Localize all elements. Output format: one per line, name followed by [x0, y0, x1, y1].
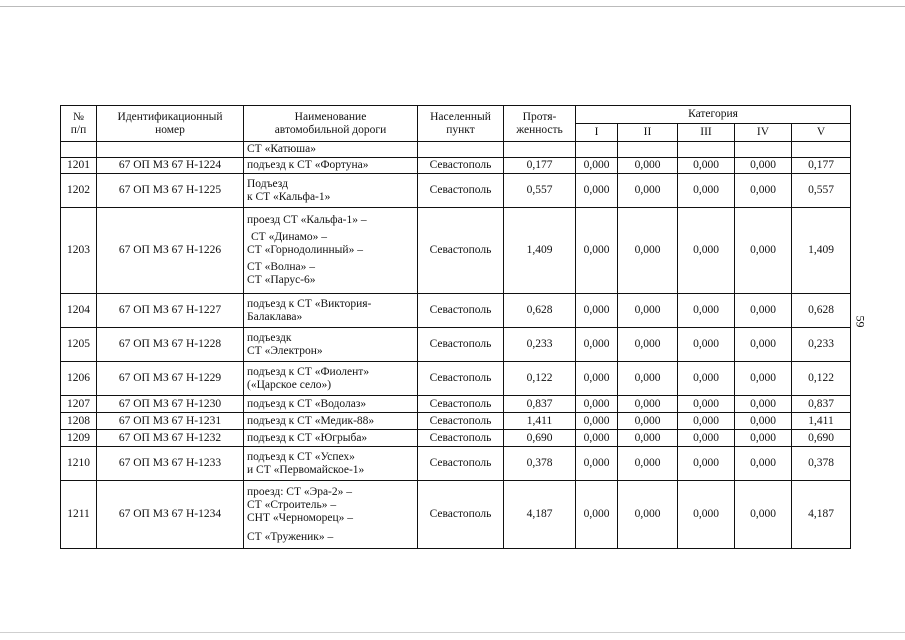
row-category-2: 0,000 [618, 174, 678, 208]
row-id: 67 ОП МЗ 67 Н-1232 [97, 430, 244, 447]
row-category-4: 0,000 [735, 174, 792, 208]
row-category-1: 0,000 [576, 430, 618, 447]
row-road-name [244, 430, 418, 447]
row-category-4: 0,000 [735, 413, 792, 430]
table-row [61, 174, 851, 208]
road-name-line: к СТ «Кальфа-1» [247, 190, 331, 203]
row-category-4: 0,000 [735, 328, 792, 362]
row-category-5: 4,187 [792, 481, 851, 549]
row-category-1: 0,000 [576, 208, 618, 294]
row-category-4: 0,000 [735, 158, 792, 174]
header-name: Наименование автомобильной дороги [244, 106, 418, 142]
road-name-line: проезд: СТ «Эра-2» – [247, 485, 353, 498]
row-id: 67 ОП МЗ 67 Н-1229 [97, 362, 244, 396]
road-name-line: СТ «Строитель» – [247, 498, 337, 511]
header-cat-4: IV [735, 124, 792, 142]
row-category-1: 0,000 [576, 447, 618, 481]
row-length: 0,628 [504, 294, 576, 328]
row-category-3: 0,000 [678, 362, 735, 396]
roads-table [60, 105, 851, 549]
row-category-5: 0,837 [792, 396, 851, 413]
row-category-2: 0,000 [618, 208, 678, 294]
row-id: 67 ОП МЗ 67 Н-1227 [97, 294, 244, 328]
row-num: 1201 [61, 158, 97, 174]
road-name-line: Балаклава» [247, 310, 303, 323]
row-category-1: 0,000 [576, 294, 618, 328]
row-road-name [244, 447, 418, 481]
row-category-3: 0,000 [678, 328, 735, 362]
row-road-name [244, 328, 418, 362]
row-num: 1206 [61, 362, 97, 396]
row-id: 67 ОП МЗ 67 Н-1228 [97, 328, 244, 362]
scan-bottom-line [0, 632, 905, 633]
row-id: 67 ОП МЗ 67 Н-1225 [97, 174, 244, 208]
row-category-3: 0,000 [678, 413, 735, 430]
row-category-3: 0,000 [678, 208, 735, 294]
row-category-1: 0,000 [576, 413, 618, 430]
table-row [61, 447, 851, 481]
row-settlement: Севастополь [418, 208, 504, 294]
header-cat-1: I [576, 124, 618, 142]
row-category-3: 0,000 [678, 430, 735, 447]
row-num: 1202 [61, 174, 97, 208]
row-id: 67 ОП МЗ 67 Н-1231 [97, 413, 244, 430]
row-road-name [244, 413, 418, 430]
road-name-line: проезд СТ «Кальфа-1» – [247, 214, 367, 226]
page-number: 59 [853, 315, 868, 328]
row-num: 1204 [61, 294, 97, 328]
road-name-line: подъезд к СТ «Виктория- [247, 297, 372, 310]
row-id: 67 ОП МЗ 67 Н-1234 [97, 481, 244, 549]
row-category-4: 0,000 [735, 294, 792, 328]
road-name-line: и СТ «Первомайское-1» [247, 463, 365, 476]
row-id: 67 ОП МЗ 67 Н-1233 [97, 447, 244, 481]
row-category-1: 0,000 [576, 481, 618, 549]
table-row [61, 208, 851, 294]
row-category-4: 0,000 [735, 362, 792, 396]
row-category-1: 0,000 [576, 158, 618, 174]
row-settlement: Севастополь [418, 174, 504, 208]
row-category-4: 0,000 [735, 430, 792, 447]
row-category-5: 0,557 [792, 174, 851, 208]
row-category-4: 0,000 [735, 208, 792, 294]
row-category-3: 0,000 [678, 174, 735, 208]
row-settlement: Севастополь [418, 328, 504, 362]
row-category-1: 0,000 [576, 174, 618, 208]
table-row [61, 158, 851, 174]
row-category-2: 0,000 [618, 328, 678, 362]
row-category-5: 0,177 [792, 158, 851, 174]
row-category-4: 0,000 [735, 481, 792, 549]
row-category-3: 0,000 [678, 447, 735, 481]
row-length: 1,409 [504, 208, 576, 294]
row-category-1: 0,000 [576, 328, 618, 362]
row-settlement: Севастополь [418, 396, 504, 413]
road-name-line: к [285, 331, 292, 344]
row-num: 1203 [61, 208, 97, 294]
row-category-2: 0,000 [618, 294, 678, 328]
table-row [61, 430, 851, 447]
row-id: 67 ОП МЗ 67 Н-1226 [97, 208, 244, 294]
row-length: 0,690 [504, 430, 576, 447]
row-settlement: Севастополь [418, 158, 504, 174]
row-category-1: 0,000 [576, 362, 618, 396]
row-length: 0,177 [504, 158, 576, 174]
row-num: 1210 [61, 447, 97, 481]
header-cat-2: II [618, 124, 678, 142]
header-cat-3: III [678, 124, 735, 142]
row-id: 67 ОП МЗ 67 Н-1230 [97, 396, 244, 413]
row-settlement: Севастополь [418, 294, 504, 328]
row-category-5: 0,233 [792, 328, 851, 362]
row-settlement: Севастополь [418, 481, 504, 549]
continuation-text: СТ «Катюша» [244, 142, 418, 158]
road-name-line: СТ «Электрон» [247, 344, 323, 357]
row-length: 4,187 [504, 481, 576, 549]
row-category-4: 0,000 [735, 396, 792, 413]
road-name-line: СТ «Волна» – [247, 261, 315, 273]
table-row [61, 294, 851, 328]
road-name-line: СТ «Труженик» – [247, 530, 334, 543]
row-length: 0,837 [504, 396, 576, 413]
continuation-row [61, 142, 851, 158]
row-category-2: 0,000 [618, 413, 678, 430]
row-length: 1,411 [504, 413, 576, 430]
row-category-5: 1,411 [792, 413, 851, 430]
row-category-5: 0,122 [792, 362, 851, 396]
road-name-line: подъезд [247, 331, 286, 344]
row-category-2: 0,000 [618, 362, 678, 396]
road-name-line: подъезд к СТ «Фиолент» [247, 365, 370, 378]
row-category-5: 0,628 [792, 294, 851, 328]
row-category-3: 0,000 [678, 481, 735, 549]
road-name-line: («Царское село») [247, 378, 332, 391]
row-category-2: 0,000 [618, 481, 678, 549]
row-category-3: 0,000 [678, 396, 735, 413]
row-settlement: Севастополь [418, 447, 504, 481]
table-row [61, 481, 851, 549]
row-num: 1207 [61, 396, 97, 413]
row-settlement: Севастополь [418, 413, 504, 430]
row-num: 1209 [61, 430, 97, 447]
row-category-5: 1,409 [792, 208, 851, 294]
row-road-name [244, 294, 418, 328]
row-road-name [244, 174, 418, 208]
table-row [61, 328, 851, 362]
table-row [61, 362, 851, 396]
row-category-2: 0,000 [618, 396, 678, 413]
row-length: 0,233 [504, 328, 576, 362]
row-length: 0,557 [504, 174, 576, 208]
road-name-line: подъезд к СТ «Югрыба» [247, 431, 368, 444]
row-settlement: Севастополь [418, 362, 504, 396]
page-top-edge [0, 0, 905, 7]
row-num: 1208 [61, 413, 97, 430]
table-row [61, 396, 851, 413]
row-category-3: 0,000 [678, 294, 735, 328]
road-name-line: подъезд к СТ «Медик-88» [247, 414, 375, 427]
road-name-line: СТ «Парус-6» [247, 274, 316, 286]
header-category: Категория [576, 106, 851, 124]
header-cat-5: V [792, 124, 851, 142]
row-category-5: 0,690 [792, 430, 851, 447]
row-category-2: 0,000 [618, 430, 678, 447]
row-num: 1205 [61, 328, 97, 362]
road-name-line: подъезд к СТ «Водолаз» [247, 397, 367, 410]
row-category-1: 0,000 [576, 396, 618, 413]
row-road-name [244, 396, 418, 413]
row-category-5: 0,378 [792, 447, 851, 481]
row-id: 67 ОП МЗ 67 Н-1224 [97, 158, 244, 174]
row-category-4: 0,000 [735, 447, 792, 481]
road-name-line: СТ «Динамо» – [251, 231, 327, 243]
table-row [61, 413, 851, 430]
row-length: 0,122 [504, 362, 576, 396]
row-category-3: 0,000 [678, 158, 735, 174]
road-name-line: подъезд к СТ «Успех» [247, 450, 355, 463]
road-name-line: подъезд к СТ «Фортуна» [247, 159, 369, 171]
row-num: 1211 [61, 481, 97, 549]
header-num: № п/п [61, 106, 97, 142]
row-category-2: 0,000 [618, 158, 678, 174]
road-name-line: СТ «Горнодолинный» – [247, 244, 363, 256]
road-name-line: Подъезд [247, 177, 288, 190]
row-road-name [244, 481, 418, 549]
row-road-name [244, 208, 418, 294]
row-road-name [244, 362, 418, 396]
header-id: Идентификационный номер [97, 106, 244, 142]
row-category-2: 0,000 [618, 447, 678, 481]
row-settlement: Севастополь [418, 430, 504, 447]
header-settlement: Населенный пункт [418, 106, 504, 142]
road-name-line: СНТ «Черноморец» – [247, 511, 354, 524]
row-length: 0,378 [504, 447, 576, 481]
row-road-name [244, 158, 418, 174]
header-length: Протя- женность [504, 106, 576, 142]
